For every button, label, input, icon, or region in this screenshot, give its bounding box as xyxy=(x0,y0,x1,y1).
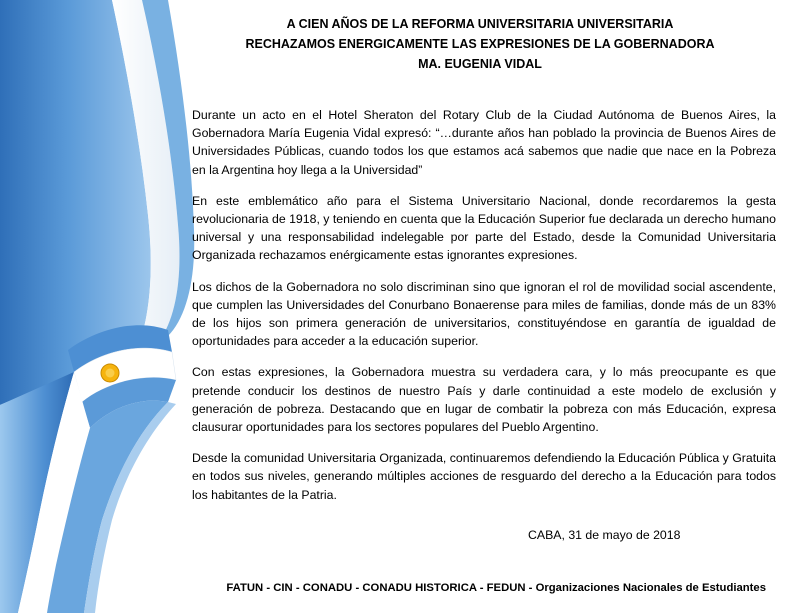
paragraph-5: Desde la comunidad Universitaria Organizada, continuaremos defendiendo la Educación Pública y Gratuita en todos sus niveles, generando múltiples acciones de resguardo del derecho a la Educación para todos los habitantes de la Patria. xyxy=(192,451,776,502)
document-date: CABA, 31 de mayo de 2018 xyxy=(528,528,681,542)
signatories-footer: FATUN - CIN - CONADU - CONADU HISTORICA - FEDUN - Organizaciones Nacionales de Estudiantes xyxy=(226,582,766,594)
document-title xyxy=(200,14,760,74)
paragraph-1: Durante un acto en el Hotel Sheraton del Rotary Club de la Ciudad Autónoma de Buenos Aires, la Gobernadora María Eugenia Vidal expresó: “…durante años han poblado la provincia de Buenos Aires de Universidades Públicas, cuando todos los que estamos acá sabemos que nadie que nace en la Pobreza en la Argentina hoy llega a la Universidad” xyxy=(192,108,776,177)
sun-of-may-icon xyxy=(101,364,119,382)
title-line-2: RECHAZAMOS ENERGICAMENTE LAS EXPRESIONES DE LA GOBERNADORA xyxy=(245,37,715,51)
paragraph-3: Los dichos de la Gobernadora no solo discriminan sino que ignoran el rol de movilidad social ascendente, que cumplen las Universidades del Conurbano Bonaerense para miles de familias, donde más de un 83% de los hijos son primera generación de universitarios, constituyéndose en garantía de igualdad de oportunidades para acceder a la educación superior. xyxy=(192,279,776,349)
paragraph-2: En este emblemático año para el Sistema Universitario Nacional, donde recordaremos la gesta revolucionaria de 1918, y teniendo en cuenta que la Educación Superior fue declarada un derecho humano universal y una responsabilidad indelegable por parte del Estado, desde la Comunidad Universitaria Organizada rechazamos enérgicamente estas ignorantes expresiones. xyxy=(192,193,776,263)
title-line-3: MA. EUGENIA VIDAL xyxy=(418,57,542,71)
title-line-1: A CIEN AÑOS DE LA REFORMA UNIVERSITARIA UNIVERSITARIA xyxy=(286,17,674,31)
document-body xyxy=(192,106,776,517)
paragraph-4: Con estas expresiones, la Gobernadora muestra su verdadera cara, y lo más preocupante es que pretende conducir los destinos de nuestro País y darle continuidad a este modelo de exclusión y generación de pobreza. Destacando que en lugar de combatir la pobreza con más Educación, expresa clausurar oportunidades para los sectores populares del Pueblo Argentino. xyxy=(192,365,776,435)
